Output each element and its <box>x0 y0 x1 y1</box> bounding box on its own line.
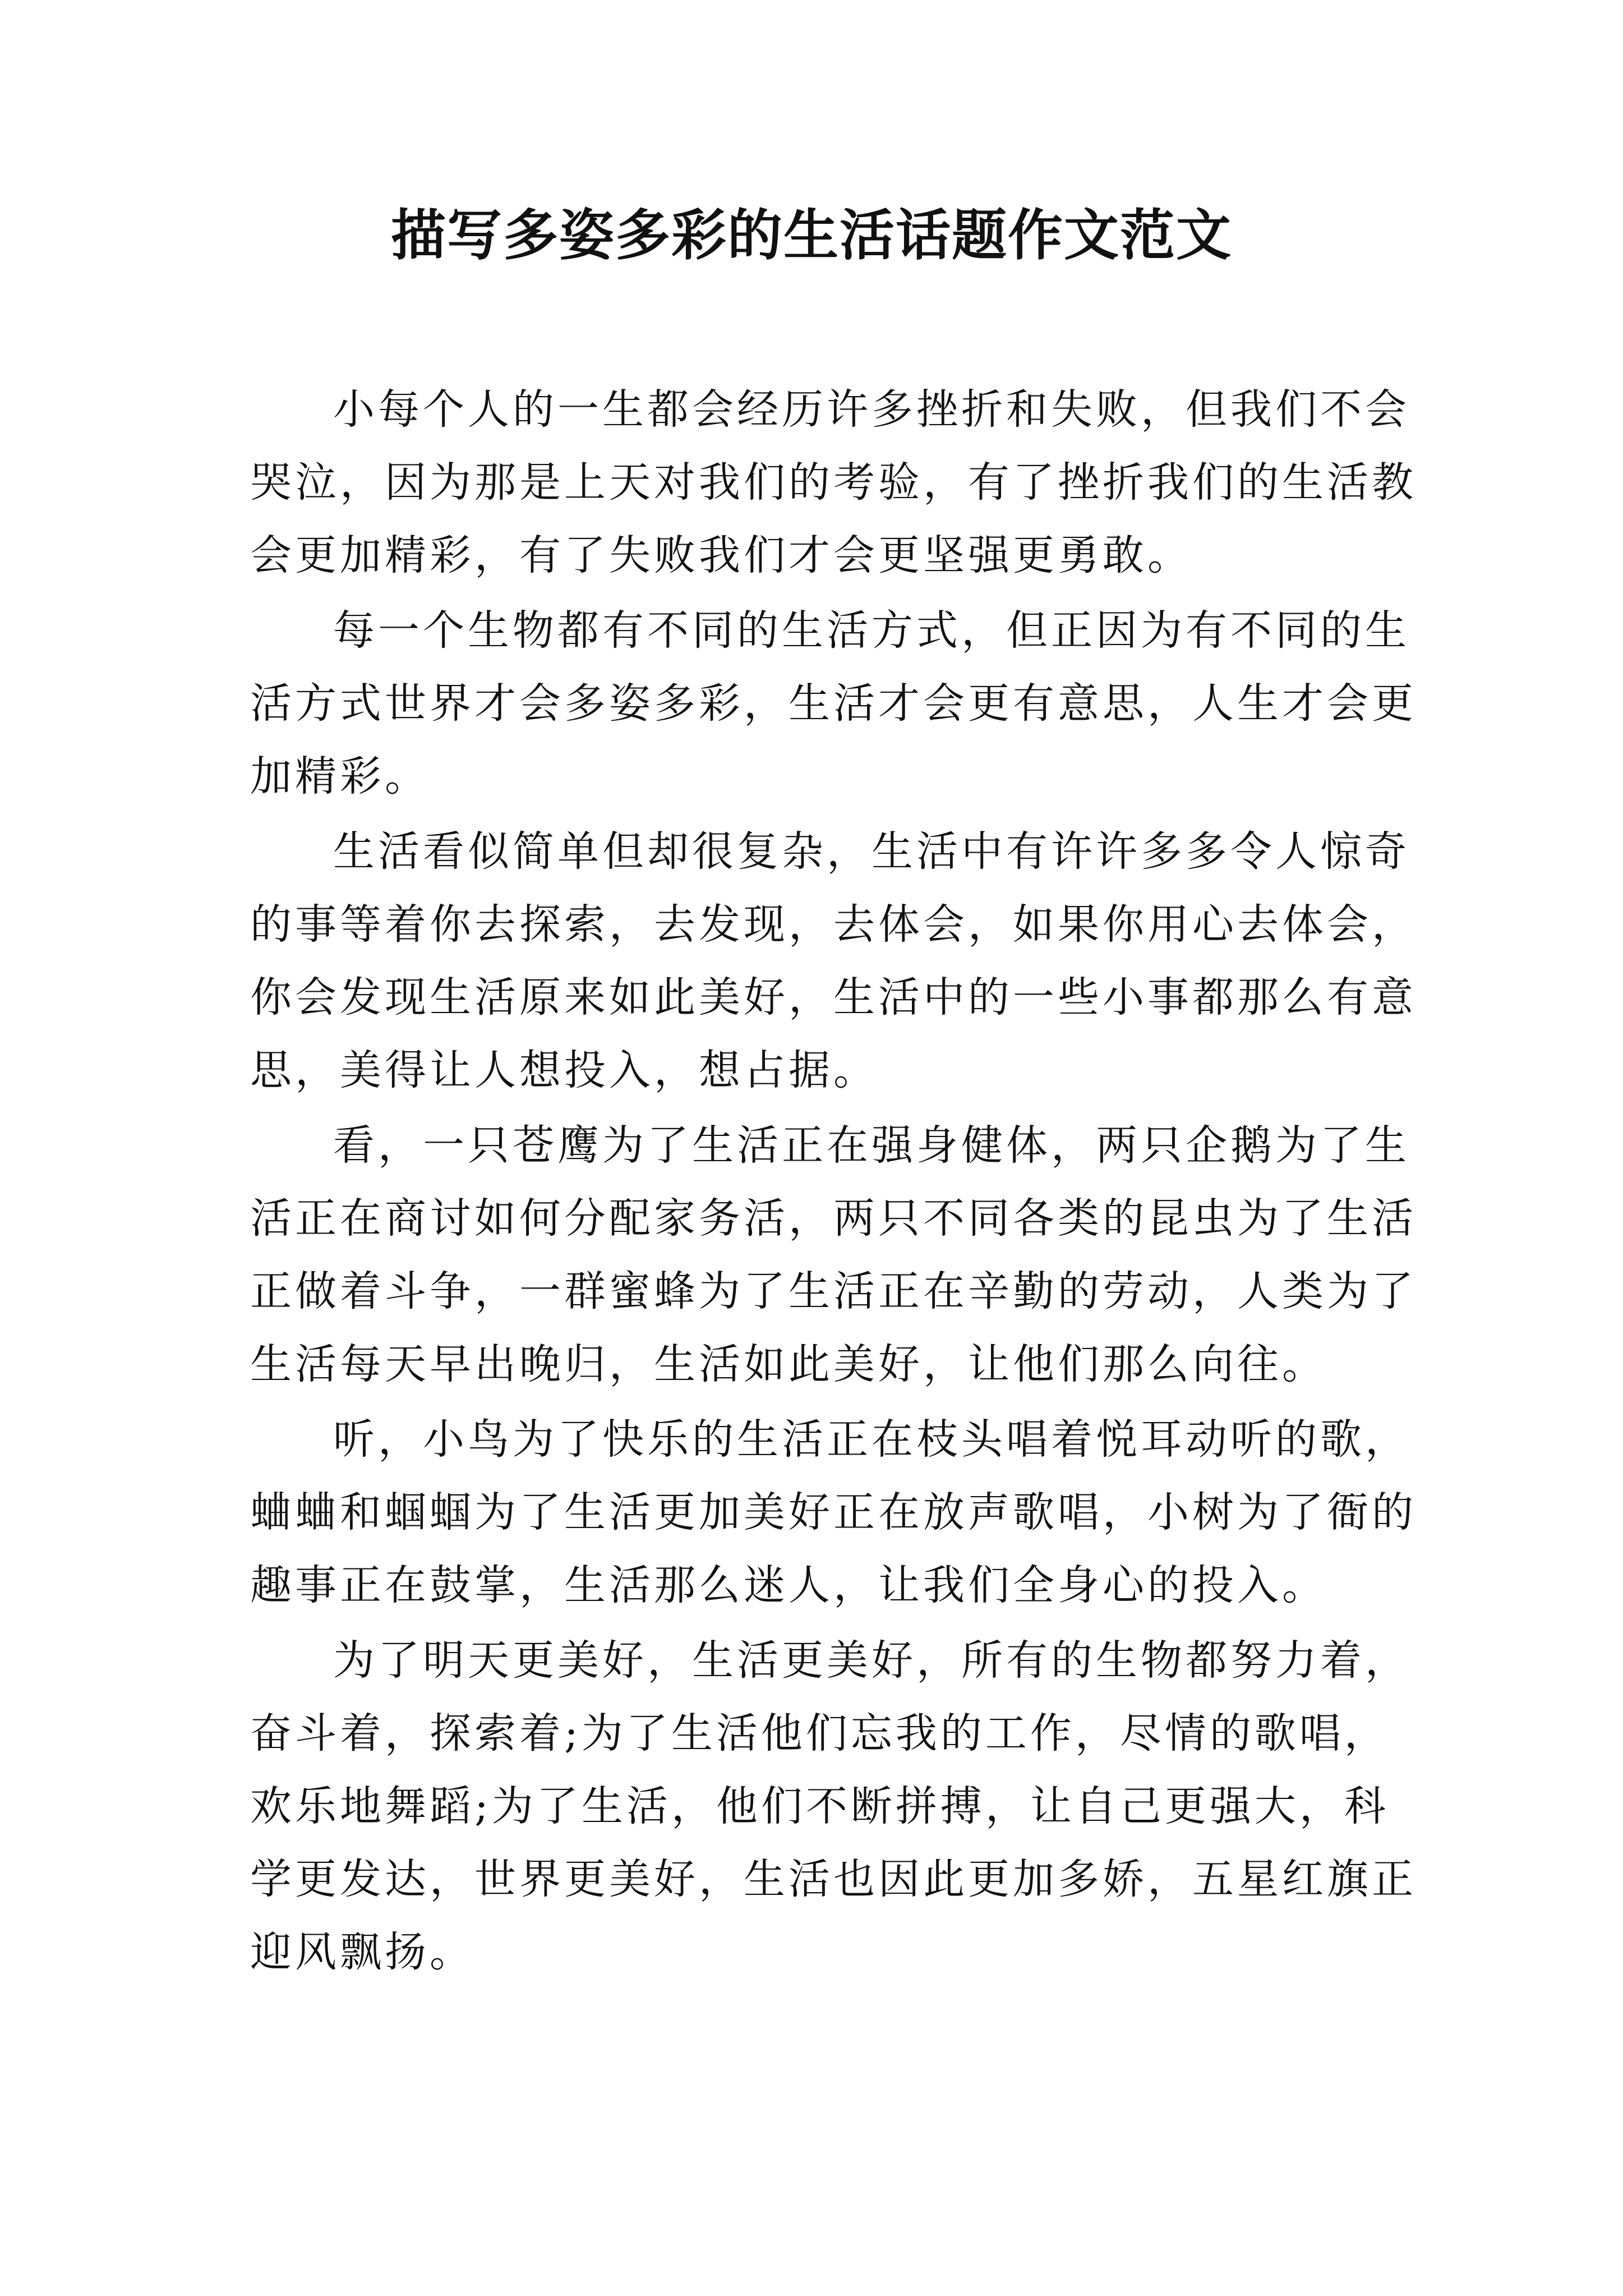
paragraph <box>250 1624 1417 1989</box>
paragraph-line: 生活每天早出晚归，生活如此美好，让他们那么向往。 <box>250 1340 1327 1388</box>
paragraph-line: 生活看似简单但却很复杂，生活中有许许多多令人惊奇 <box>333 827 1410 876</box>
paragraph <box>250 815 1417 1107</box>
paragraph <box>250 1109 1417 1401</box>
paragraph-line: 正做着斗争，一群蜜蜂为了生活正在辛勤的劳动，人类为了 <box>250 1267 1417 1315</box>
paragraph <box>250 373 1417 592</box>
document-body <box>250 373 1417 1991</box>
paragraph-line: 蛐蛐和蝈蝈为了生活更加美好正在放声歌唱，小树为了衙的 <box>250 1488 1417 1536</box>
paragraph-line: 趣事正在鼓掌，生活那么迷人，让我们全身心的投入。 <box>250 1561 1327 1609</box>
paragraph-line: 活正在商讨如何分配家务活，两只不同各类的昆虫为了生活 <box>250 1194 1417 1243</box>
paragraph-line: 看，一只苍鹰为了生活正在强身健体，两只企鹅为了生 <box>333 1121 1410 1170</box>
paragraph-line: 思，美得让人想投入，想占据。 <box>250 1046 878 1094</box>
paragraph-line: 活方式世界才会多姿多彩，生活才会更有意思，人生才会更 <box>250 679 1417 728</box>
paragraph <box>250 1403 1417 1622</box>
paragraph-line: 学更发达，世界更美好，生活也因此更加多娇，五星红旗正 <box>250 1855 1417 1903</box>
paragraph <box>250 594 1417 813</box>
paragraph-line: 欢乐地舞蹈;为了生活，他们不断拼搏，让自己更强大，科 <box>250 1782 1389 1830</box>
paragraph-line: 听，小鸟为了快乐的生活正在枝头唱着悦耳动听的歌， <box>333 1415 1410 1464</box>
paragraph-line: 奋斗着，探索着;为了生活他们忘我的工作，尽情的歌唱， <box>250 1709 1389 1757</box>
paragraph-line: 小每个人的一生都会经历许多挫折和失败，但我们不会 <box>333 385 1410 434</box>
paragraph-line: 的事等着你去探索，去发现，去体会，如果你用心去体会， <box>250 900 1417 949</box>
paragraph-line: 你会发现生活原来如此美好，生活中的一些小事都那么有意 <box>250 973 1417 1022</box>
paragraph-line: 每一个生物都有不同的生活方式，但正因为有不同的生 <box>333 606 1410 655</box>
paragraph-line: 为了明天更美好，生活更美好，所有的生物都努力着， <box>333 1636 1410 1685</box>
paragraph-line: 会更加精彩，有了失败我们才会更坚强更勇敢。 <box>250 531 1192 579</box>
paragraph-line: 加精彩。 <box>250 752 430 800</box>
paragraph-line: 哭泣，因为那是上天对我们的考验，有了挫折我们的生活教 <box>250 458 1417 507</box>
paragraph-line: 迎风飘扬。 <box>250 1928 474 1976</box>
document-title: 描写多姿多彩的生活话题作文范文 <box>390 203 1232 268</box>
